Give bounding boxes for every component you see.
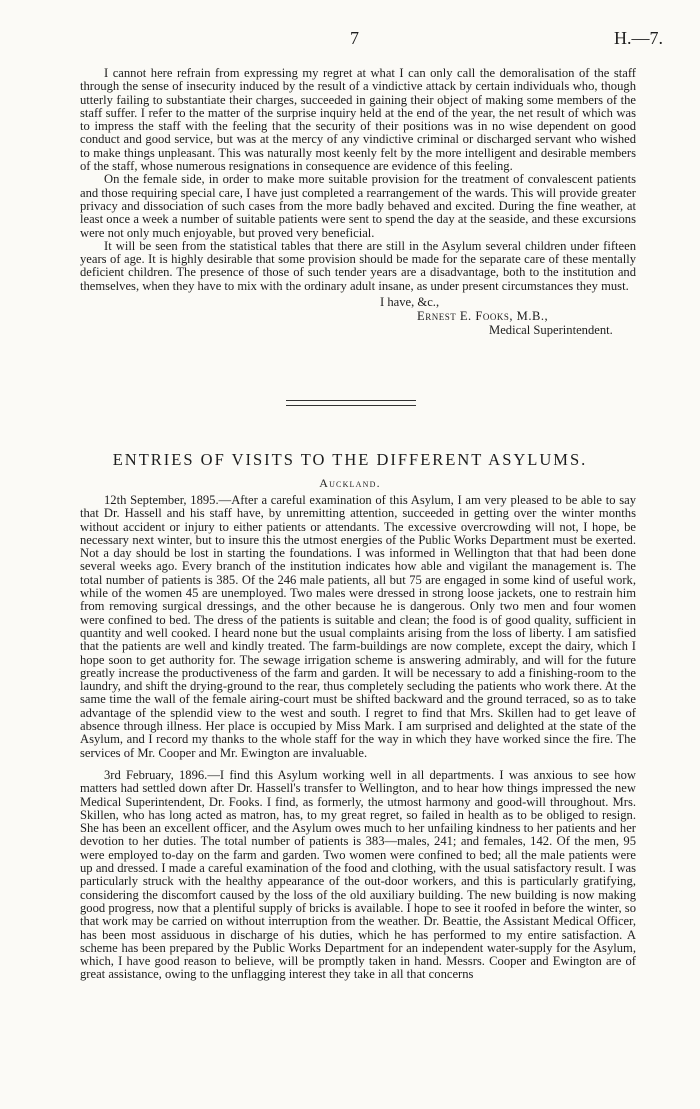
signature-title: Medical Superintendent.	[489, 323, 613, 338]
letter-paragraph: It will be seen from the statistical tables that there are still in the Asylum several children under fifteen years of age. It is highly desirable that some provision should be made for the separate care of these mentally deficient children. The presence of those of such tender years are a disadvantage, both to the institution and themselves, when they have to mix with the ordinary adult insane, as under present circumstances they must.	[80, 238, 636, 293]
visit-entries	[80, 494, 636, 982]
page-number: 7	[350, 28, 359, 48]
page-header	[0, 28, 700, 52]
document-reference: H.—7.	[614, 28, 663, 48]
visit-entry: 12th September, 1895.—After a careful examination of this Asylum, I am very pleased to be able to say that Dr. Hassell and his staff have, by unremitting attention, succeeded in getting over the winter months without accident or injury to either patients or attendants. The excessive overcrowding will not, I hope, be necessary next winter, but to insure this the utmost energies of the Public Works Department must be exerted. Not a day should be lost in starting the foundations. I was informed in Wellington that that had been done several weeks ago. Every branch of the institution indicates how able and vigilant the management is. The total number of patients is 385. Of the 246 male patients, all but 75 are engaged in some kind of useful work, while of the women 45 are unemployed. Two males were dressed in strong loose jackets, one to restrain him from removing surgical dressings, and the other because he is dangerous. Only two men and four women were confined to bed. The dress of the patients is suitable and clean; the food is of good quality, sufficient in quantity and well cooked. I heard none but the usual complaints arising from the loss of liberty. I am satisfied that the patients are well and kindly treated. The farm-buildings are now complete, except the dairy, which I hope soon to get authority for. The sewage irrigation scheme is answering admirably, and will for the future greatly increase the productiveness of the farm and garden. It will be necessary to add a finishing-room to the laundry, and shift the drying-ground to the rear, thus completely secluding the patients who work there. At the same time the wall of the female airing-court must be shifted backward and the ground terraced, so as to take advantage of the splendid view to the west and south. I regret to find that Mrs. Skillen had to get leave of absence through illness. Her place is occupied by Miss Mark. I am surprised and delighted at the state of the Asylum, and I record my thanks to the whole staff for the way in which they have worked since the fire. The services of Mr. Cooper and Mr. Ewington are invaluable.	[80, 493, 636, 760]
closing-salutation: I have, &c.,	[380, 295, 440, 310]
signature-name: Ernest E. Fooks, M.B.,	[417, 309, 549, 324]
superintendent-letter	[80, 67, 636, 337]
section-divider	[286, 400, 416, 406]
section-title: ENTRIES OF VISITS TO THE DIFFERENT ASYLUMS.	[112, 450, 588, 469]
visit-entry: 3rd February, 1896.—I find this Asylum working well in all departments. I was anxious to see how matters had settled down after Dr. Hassell's transfer to Wellington, and to hear how things impressed the new Medical Superintendent, Dr. Fooks. I find, as formerly, the utmost harmony and good-will throughout. Mrs. Skillen, who has long acted as matron, has, to my great regret, so failed in health as to be obliged to resign. She has been an excellent officer, and the Asylum owes much to her unfailing kindness to her patients and her devotion to her duties. The total number of patients is 383—males, 241; and females, 142. Of the men, 95 were employed to-day on the farm and garden. Two women were confined to bed; all the male patients were up and dressed. I made a careful examination of the food and clothing, with the usual satisfactory result. I was particularly struck with the healthy appearance of the out-door workers, and this is particularly gratifying, considering the discomfort caused by the loss of the old auxiliary building. The new building is now making good progress, now that a plentiful supply of bricks is available. I hope to see it roofed in before the winter, so that work may be carried on without interruption from the weather. Dr. Beattie, the Assistant Medical Officer, has been most assiduous in discharge of his duties, which he has performed to my entire satisfaction. A scheme has been prepared by the Public Works Department for an independent water-supply for the Asylum, which, I have good reason to believe, will be promptly taken in hand. Messrs. Cooper and Ewington are of great assistance, owing to the unflagging interest they take in all that concerns	[80, 767, 636, 982]
letter-paragraph: On the female side, in order to make more suitable provision for the treatment of convalescent patients and those requiring special care, I have just completed a rearrangement of the wards. This will provide greater privacy and dissociation of such cases from the more badly behaved and excited. During the fine weather, at least once a week a number of suitable patients were sent to spend the day at the seaside, and these excursions were not only much enjoyable, but proved very beneficial.	[80, 172, 636, 240]
letter-paragraph: I cannot here refrain from expressing my regret at what I can only call the demoralisation of the staff through the sense of insecurity induced by the result of a vindictive attack by certain individuals who, though utterly failing to substantiate their charges, succeeded in gaining their object of making some members of the staff suffer. I refer to the matter of the surprise inquiry held at the end of the year, the net result of which was to impress the staff with the feeling that the security of their positions was in no wise dependent on good conduct and good service, but was at the mercy of any vindictive criminal or discharged servant who wished to make things unpleasant. This was naturally most keenly felt by the more intelligent and desirable members of the staff, whose numerous resignations in consequence are evidence of this feeling.	[80, 66, 636, 174]
letter-closing-block	[80, 295, 636, 337]
subsection-title: Auckland.	[319, 476, 381, 490]
